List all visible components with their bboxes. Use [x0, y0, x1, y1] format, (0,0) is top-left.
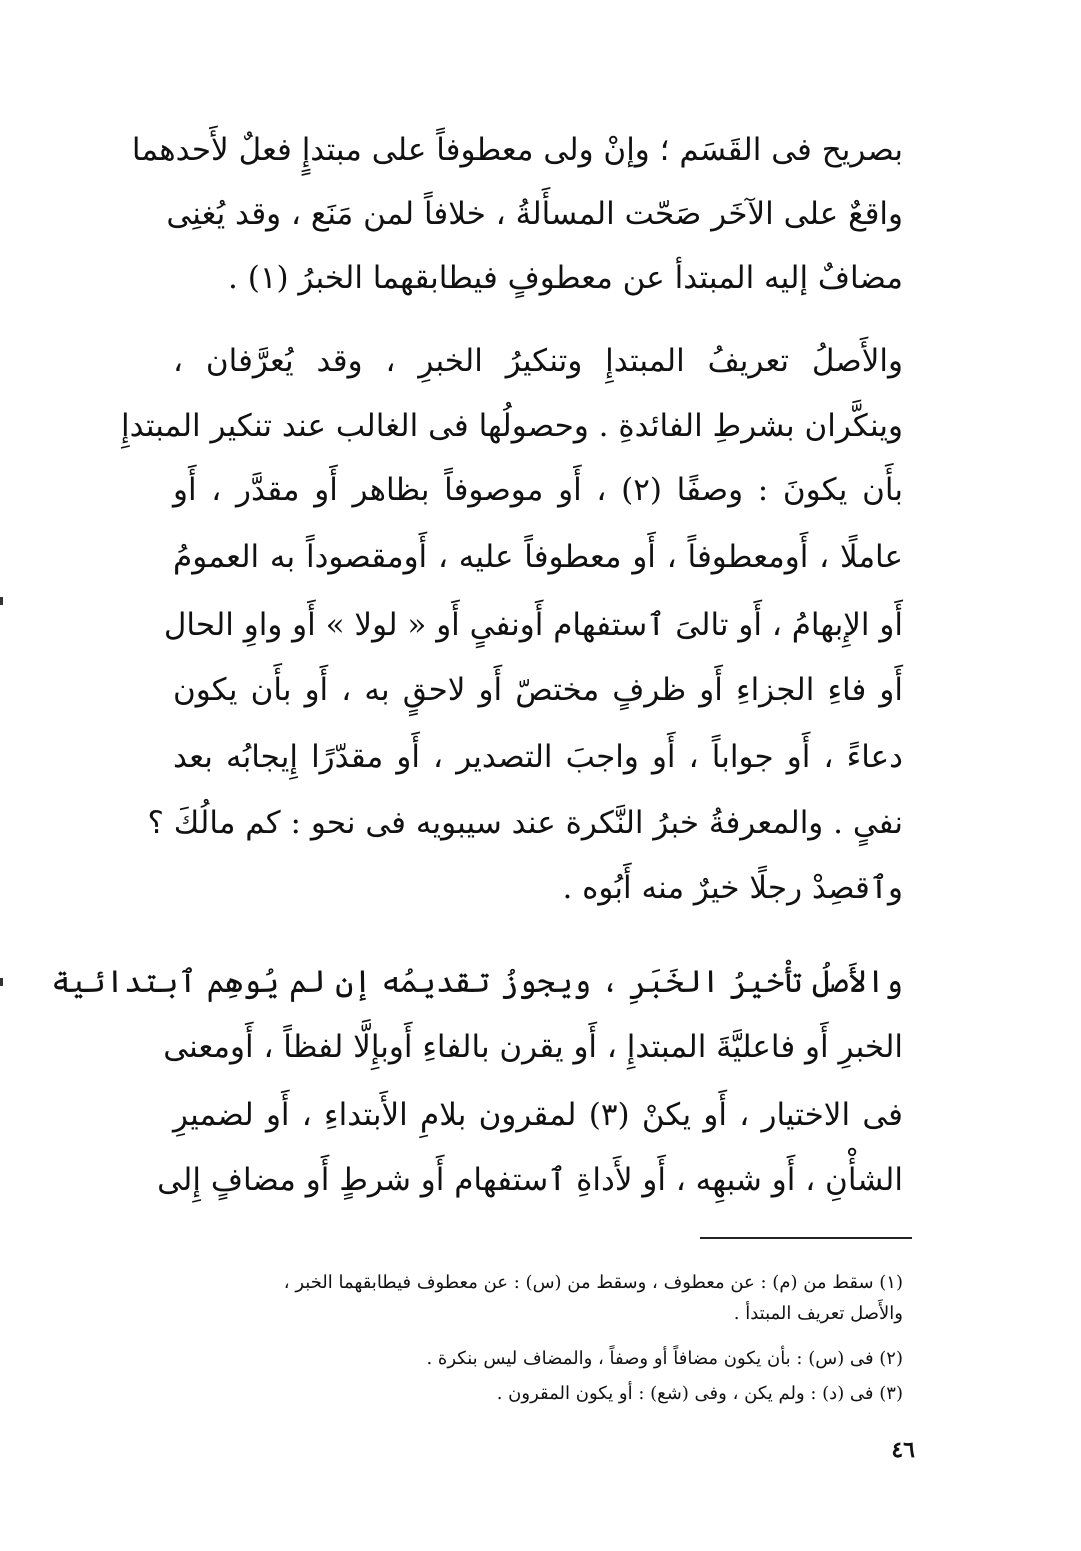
text-line: بأَن يكونَ : وصفًا (٢) ، أَو موصوفاً بظاهر أَو مقدَّر ، أَو — [173, 472, 903, 508]
text-line: أَو الإِبهامُ ، أَو تالىَ ٱستفهام أَونفىٍ أَو « لولا » أَو واوِ الحال — [163, 607, 903, 643]
footnote-divider — [700, 1237, 912, 1239]
text-line: أَو فاءِ الجزاءِ أَو ظرفٍ مختصّ أَو لاحقٍ به ، أَو بأَن يكون — [173, 672, 903, 708]
footnote-line: (١) سقط من (م) : عن معطوف ، وسقط من (س) : عن معطوف فيطابقهما الخبر ، — [283, 1272, 903, 1293]
text-line: عاملًا ، أَومعطوفاً ، أَو معطوفاً عليه ، أَومقصوداً به العمومُ — [173, 539, 903, 575]
text-line: وينكَّران بشرطِ الفائدةِ . وحصولُها فى الغالب عند تنكير المبتدإِ — [121, 408, 903, 444]
scan-mark — [0, 597, 3, 605]
footnote-line: (٢) فى (س) : بأن يكون مضافاً أو وصفاً ، والمضاف ليس بنكرة . — [426, 1348, 903, 1369]
text-line: الشأْنِ ، أَو شبهِه ، أَو لأَداةِ ٱستفهام أَو شرطٍ أَو مضافٍ إِلى — [157, 1162, 903, 1198]
text-line: واقعٌ على الآخَر صَحّت المسأَلةُ ، خلافاً لمن مَنَع ، وقد يُغنِى — [166, 196, 903, 232]
text-line: بصريح فى القَسَم ؛ وإنْ ولى معطوفاً على مبتدإٍ فعلٌ لأَحدهما — [131, 132, 903, 168]
footnote-line: (٣) فى (د) : ولم يكن ، وفى (شع) : أو يكون المقرون . — [496, 1383, 903, 1404]
text-line: والأَصلُ تعريفُ المبتدإِ وتنكيرُ الخبرِ ، وقد يُعرَّفان ، — [173, 343, 903, 379]
text-line: مضافٌ إليه المبتدأ عن معطوفٍ فيطابقهما الخبرُ (١) . — [228, 260, 903, 296]
text-line: دعاءً ، أَو جواباً ، أَو واجبَ التصدير ، أَو مقدّرًا إِيجابُه بعد — [173, 739, 903, 775]
scan-mark — [0, 978, 3, 986]
footnote-line: والأَصل تعريف المبتدأ . — [733, 1303, 903, 1324]
text-line: فى الاختيار ، أَو يكنْ (٣) لمقرون بلامِ الأَبتداءِ ، أَو لضميرِ — [173, 1097, 903, 1133]
text-line: الخبرِ أَو فاعليَّةَ المبتدإِ ، أَو يقرن بالفاءِ أَوبإِلَّا لفظاً ، أَومعنى — [163, 1029, 903, 1065]
text-line: وٱقصِدْ رجلًا خيرٌ منه أَبُوه . — [562, 870, 903, 906]
page-number: ٤٦ — [891, 1437, 915, 1463]
text-line: نفىٍ . والمعرفةُ خبرُ النَّكرة عند سيبويه فى نحو : كم مالُكَ ؟ — [147, 805, 903, 841]
text-line: والأَصلُ تأْخيرُ الخَبَرِ ، ويجوزُ تقديمُه إن لم يُوهِم ٱبتدائية — [51, 964, 903, 1000]
